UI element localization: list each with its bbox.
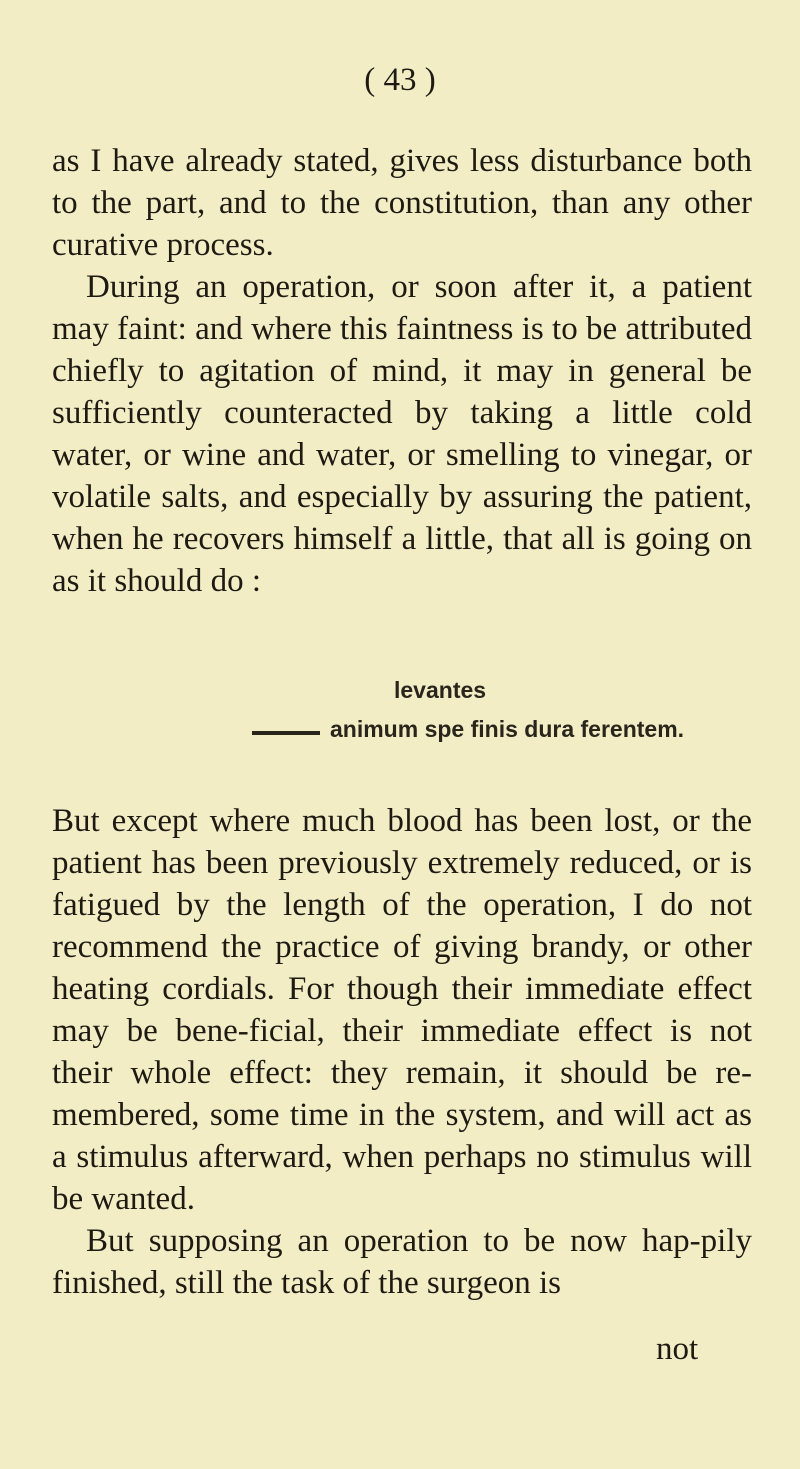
page-number: ( 43 ) [364, 62, 436, 98]
text-block-lower [52, 800, 752, 1304]
paragraph-fainting: During an operation, or soon after it, a patient may faint: and where this faintness is to be attributed chiefly to agitation of mind, it may in general be sufficiently counteracted by taking a little cold water, or wine and water, or smelling to vinegar, or volatile salts, and especially by assuring the patient, when he recovers himself a little, that all is going on as it should do : [52, 269, 752, 599]
paragraph-continuation: as I have already stated, gives less disturbance both to the part, and to the constitution, than any other curative process. [52, 143, 752, 263]
latin-quote-line-2: animum spe finis dura ferentem. [330, 716, 685, 742]
paragraph-finished: But supposing an operation to be now hap-pily finished, still the task of the surgeon is [52, 1223, 752, 1301]
latin-quote-line-1: levantes [394, 677, 487, 703]
text-block-upper [52, 140, 752, 602]
paragraph-cordials: But except where much blood has been lost, or the patient has been previously extremely reduced, or is fatigued by the length of the operation, I do not recommend the practice of giving brandy, or other heating cordials. For though their immediate effect may be bene-ficial, their immediate effect is not their whole effect: they remain, it should be re-membered, some time in the system, and will act as a stimulus afterward, when perhaps no stimulus will be wanted. [52, 803, 752, 1217]
quote-dash [252, 731, 320, 735]
catchword: not [656, 1331, 699, 1367]
